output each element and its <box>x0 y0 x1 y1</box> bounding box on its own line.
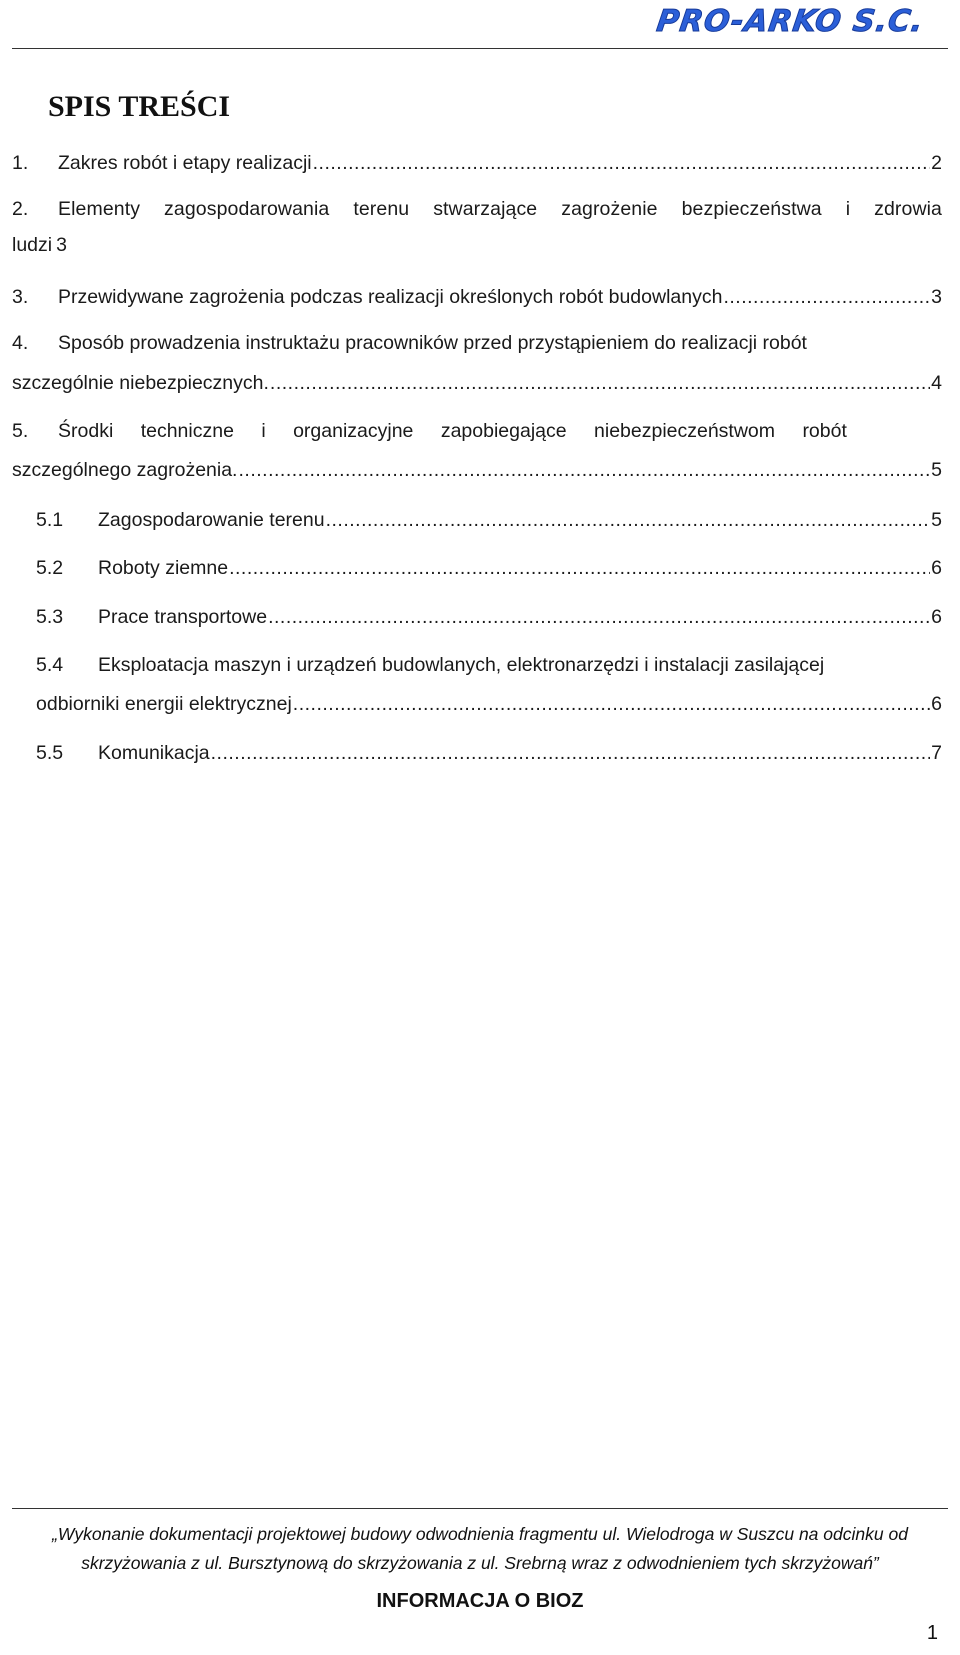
toc-entry-number: 1. <box>12 152 29 174</box>
toc-entry-page: 5 <box>931 459 942 481</box>
dot-leader <box>270 370 930 396</box>
toc-title: SPIS TREŚCI <box>48 90 231 123</box>
toc-entry-number: 3. <box>12 286 29 308</box>
toc-entry-page: 6 <box>931 557 942 579</box>
toc-entry-number: 4. <box>12 332 29 354</box>
toc-entry-text: Sposób prowadzenia instruktażu pracowników przed przystąpieniem do realizacji robót <box>58 332 807 354</box>
dot-leader <box>293 691 930 717</box>
toc-entry-text-cont: szczególnie niebezpiecznych. <box>12 372 269 394</box>
toc-entry-2[interactable] <box>12 196 942 222</box>
toc-entry-1[interactable] <box>12 150 942 176</box>
document-label: INFORMACJA O BIOZ <box>376 1590 584 1612</box>
toc-entry-text: Eksploatacja maszyn i urządzeń budowlanych, elektronarzędzi i instalacji zasilającej <box>98 654 825 676</box>
toc-entry-4-continuation[interactable] <box>12 370 942 396</box>
toc-entry-page: 5 <box>931 509 942 531</box>
dot-leader <box>238 457 930 483</box>
footer-project-title-line-2: skrzyżowania z ul. Bursztynową do skrzyżowania z ul. Srebrną wraz z odwodnieniem tych skrzyżowań” <box>81 1553 879 1573</box>
toc-entry-number: 5.3 <box>36 606 64 628</box>
toc-entry-text: Przewidywane zagrożenia podczas realizacji określonych robót budowlanych <box>58 286 723 308</box>
toc-entry-text: Prace transportowe <box>98 606 268 628</box>
toc-entry-page: 7 <box>931 742 942 764</box>
logo-text: PRO-ARKO S.C. <box>654 4 927 39</box>
dot-leader <box>723 284 930 310</box>
toc-entry-number: 5. <box>12 420 29 442</box>
toc-entry-number: 2. <box>12 198 29 220</box>
dot-leader <box>211 740 931 766</box>
footer-divider <box>12 1508 948 1509</box>
dot-leader <box>229 555 930 581</box>
toc-entry-text: Zagospodarowanie terenu <box>98 509 325 531</box>
toc-entry-number: 5.2 <box>36 557 64 579</box>
toc-subentry-5-2[interactable] <box>36 555 942 581</box>
toc-entry-page: 3 <box>931 286 942 308</box>
toc-entry-5-continuation[interactable] <box>12 457 942 483</box>
footer-project-title-line-1: „Wykonanie dokumentacji projektowej budowy odwodnienia fragmentu ul. Wielodroga w Suszcu na odcinku od <box>52 1524 908 1544</box>
toc-subentry-5-5[interactable] <box>36 740 942 766</box>
toc-entry-3[interactable] <box>12 284 942 310</box>
dot-leader <box>313 150 931 176</box>
header-divider <box>12 48 948 49</box>
toc-entry-text: Komunikacja <box>98 742 210 764</box>
page-number: 1 <box>926 1622 938 1644</box>
toc-entry-text-cont: ludzi <box>12 234 53 256</box>
toc-entry-page: 2 <box>931 152 942 174</box>
company-logo <box>654 4 927 42</box>
toc-entry-page: 3 <box>56 234 67 256</box>
toc-subentry-5-1[interactable] <box>36 507 942 533</box>
toc-entry-text-cont: szczególnego zagrożenia. <box>12 459 238 481</box>
toc-subentry-5-3[interactable] <box>36 604 942 630</box>
toc-entry-text: Elementy zagospodarowania terenu stwarzające zagrożenie bezpieczeństwa i zdrowia <box>58 198 942 220</box>
toc-entry-text: Roboty ziemne <box>98 557 229 579</box>
toc-entry-page: 4 <box>931 372 942 394</box>
toc-entry-number: 5.5 <box>36 742 64 764</box>
toc-entry-5[interactable] <box>12 418 942 444</box>
toc-subentry-5-4[interactable] <box>36 652 942 678</box>
toc-entry-2-continuation[interactable] <box>12 232 942 258</box>
toc-entry-number: 5.4 <box>36 654 64 676</box>
dot-leader <box>268 604 930 630</box>
toc-entry-page: 6 <box>931 606 942 628</box>
toc-entry-page: 6 <box>931 693 942 715</box>
toc-entry-text: Środki techniczne i organizacyjne zapobiegające niebezpieczeństwom robót <box>58 420 847 442</box>
toc-entry-4[interactable] <box>12 330 942 356</box>
toc-entry-text: Zakres robót i etapy realizacji <box>58 152 312 174</box>
toc-subentry-5-4-continuation[interactable] <box>36 691 942 717</box>
toc-entry-number: 5.1 <box>36 509 64 531</box>
dot-leader <box>326 507 931 533</box>
toc-entry-text-cont: odbiorniki energii elektrycznej <box>36 693 292 715</box>
